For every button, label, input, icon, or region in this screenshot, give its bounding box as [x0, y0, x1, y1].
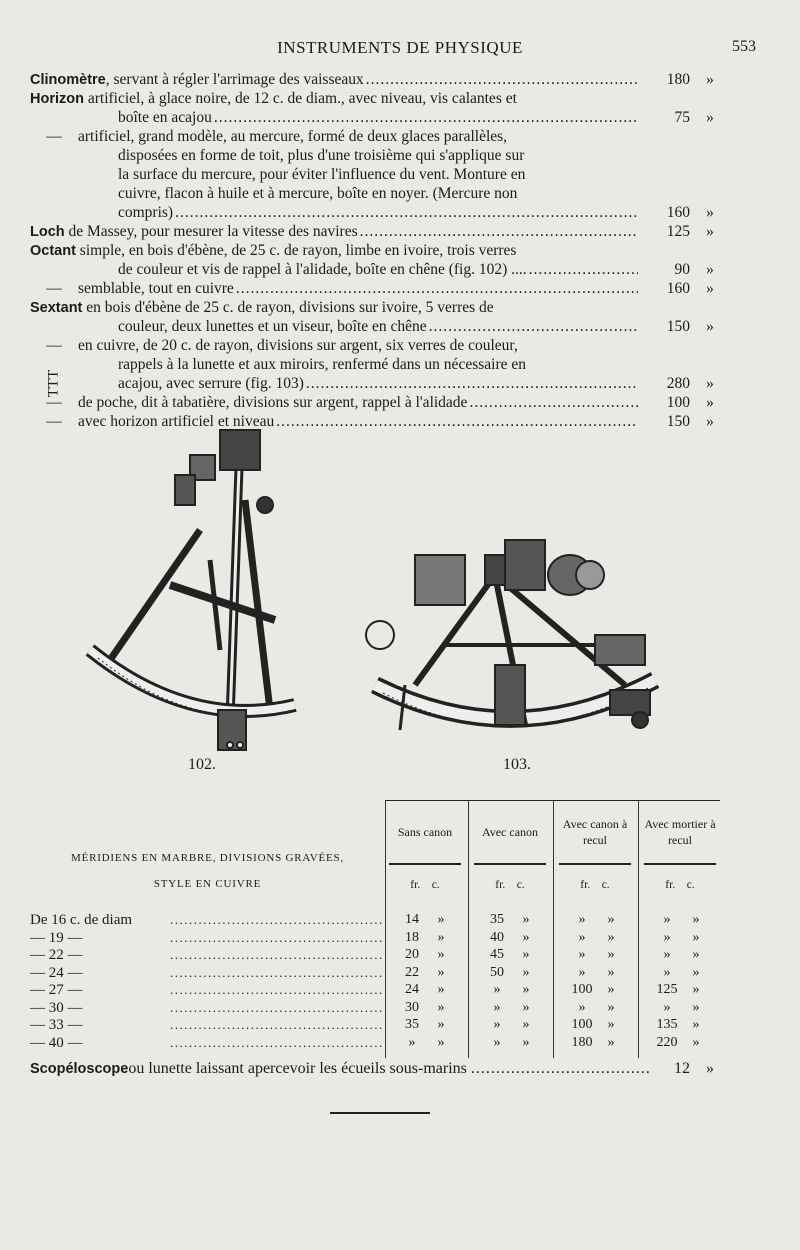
cell-francs: » — [663, 999, 671, 1015]
octant-engraving — [70, 420, 390, 760]
cell-centimes: » — [437, 964, 445, 980]
catalog-entry — [30, 393, 730, 412]
entry-price: 150 — [666, 413, 690, 430]
cell-centimes: » — [522, 947, 530, 962]
cell-francs: » — [663, 947, 671, 962]
table-row — [30, 982, 720, 1000]
cell-francs: 180 — [571, 1034, 593, 1050]
table-title-line1: MÉRIDIENS EN MARBRE, DIVISIONS GRAVÉES, — [70, 852, 344, 864]
sextant-engraving — [355, 515, 695, 845]
cell-francs: » — [578, 929, 586, 945]
entry-text: couleur, deux lunettes et un viseur, boîte en chêne — [118, 318, 427, 335]
entry-text: rappels à la lunette et aux miroirs, renfermé dans un nécessaire en — [118, 356, 526, 373]
entry-price: 160 — [666, 204, 690, 221]
cell-francs: » — [578, 912, 586, 927]
unit-centimes: c. — [686, 879, 695, 891]
cell-francs: 30 — [405, 999, 419, 1015]
row-size: — 33 — — [30, 1017, 83, 1033]
running-head — [0, 38, 800, 62]
entry-line — [30, 279, 730, 298]
end-rule — [330, 1112, 430, 1114]
cell-francs: » — [408, 1034, 416, 1050]
cell-centimes: » — [437, 999, 445, 1015]
cell-francs: » — [578, 964, 586, 980]
cell-francs: 24 — [405, 982, 419, 997]
cell-francs: 35 — [490, 912, 504, 927]
unit-francs: fr. — [665, 879, 676, 891]
table-body — [30, 912, 720, 1052]
row-size: — 27 — — [30, 982, 83, 998]
figure-103-caption: 103. — [503, 756, 531, 773]
row-size: — 24 — — [30, 964, 83, 981]
entry-line — [30, 374, 730, 393]
page-number: 553 — [732, 38, 756, 55]
catalog-entry — [30, 336, 730, 393]
cell-centimes: » — [607, 964, 615, 980]
entry-unit: » — [706, 223, 714, 240]
table-row — [30, 947, 720, 965]
entry-line — [30, 108, 730, 127]
entry-line — [30, 298, 730, 317]
cell-centimes: » — [607, 912, 615, 927]
final-text: ou lunette laissant apercevoir les écueils sous-marins — [128, 1060, 467, 1077]
entry-text: de couleur et vis de rappel à l'alidade, boîte en chêne (fig. 102) .... — [118, 261, 527, 278]
cell-francs: 135 — [656, 1017, 678, 1032]
entry-line — [30, 146, 730, 165]
row-size: — 40 — — [30, 1034, 83, 1051]
catalog-entry — [30, 127, 730, 222]
cell-centimes: » — [692, 929, 700, 945]
entry-price: 160 — [666, 280, 690, 297]
cell-francs: » — [578, 999, 586, 1015]
entry-line — [30, 89, 730, 108]
cell-francs: 20 — [405, 947, 419, 962]
entry-line — [30, 393, 730, 412]
ditto-dash: — — [46, 337, 62, 354]
entry-price: 150 — [666, 318, 690, 335]
catalog-entry — [30, 222, 730, 241]
cell-francs: 125 — [656, 982, 678, 997]
ditto-dash: — — [46, 280, 62, 297]
column-header: Sans canon — [397, 825, 453, 839]
cell-centimes: » — [437, 929, 445, 945]
entry-text: de Massey, pour mesurer la vitesse des navires — [64, 223, 358, 240]
final-entry — [30, 1060, 730, 1078]
unit-francs: fr. — [580, 879, 591, 891]
cell-francs: 220 — [656, 1034, 678, 1050]
unit-francs: fr. — [410, 879, 421, 891]
entry-text: semblable, tout en cuivre — [78, 280, 234, 297]
cell-centimes: » — [437, 912, 445, 927]
entry-unit: » — [706, 394, 714, 411]
cell-centimes: » — [437, 1034, 445, 1050]
table-row — [30, 912, 720, 930]
entry-unit: » — [706, 413, 714, 430]
cell-centimes: » — [522, 999, 530, 1015]
entry-line — [30, 203, 730, 222]
final-price: 12 — [674, 1060, 690, 1077]
entry-text: cuivre, flacon à huile et à mercure, boîte en noyer. (Mercure non — [118, 185, 518, 202]
unit-centimes: c. — [431, 879, 440, 891]
cell-centimes: » — [692, 947, 700, 962]
entry-line — [30, 127, 730, 146]
entry-unit: » — [706, 109, 714, 126]
column-header: Avec canon — [481, 825, 539, 839]
ditto-dash: — — [46, 413, 62, 430]
unit-centimes: c. — [601, 879, 610, 891]
entry-text: la surface du mercure, pour éviter l'influence du vent. Monture en — [118, 166, 526, 183]
entry-unit: » — [706, 280, 714, 297]
cell-francs: 100 — [571, 1017, 593, 1032]
cell-centimes: » — [607, 999, 615, 1015]
entry-text: artificiel, à glace noire, de 12 c. de diam., avec niveau, vis calantes et — [83, 90, 517, 107]
catalog-entry — [30, 298, 730, 336]
entry-unit: » — [706, 204, 714, 221]
entry-unit: » — [706, 375, 714, 392]
entry-unit: » — [706, 318, 714, 335]
row-size: — 30 — — [30, 999, 83, 1016]
entry-line — [30, 184, 730, 203]
table-row — [30, 1017, 720, 1035]
table-title — [30, 845, 385, 897]
entry-line — [30, 241, 730, 260]
cell-francs: » — [663, 912, 671, 927]
cell-francs: 22 — [405, 964, 419, 980]
unit-centimes: c. — [516, 879, 525, 891]
entry-line — [30, 336, 730, 355]
cell-centimes: » — [607, 929, 615, 945]
catalog-entry — [30, 70, 730, 89]
entry-head-word: Sextant — [30, 300, 83, 316]
cell-centimes: » — [522, 929, 530, 945]
entry-head-word: Octant — [30, 243, 76, 259]
cell-francs: » — [493, 982, 501, 997]
price-list — [30, 70, 730, 431]
cell-centimes: » — [692, 912, 700, 927]
margin-mark: TTT — [45, 369, 62, 398]
table-row — [30, 965, 720, 983]
catalog-entry — [30, 279, 730, 298]
entry-text: compris) — [118, 204, 174, 221]
cell-centimes: » — [692, 999, 700, 1015]
ditto-dash: — — [46, 128, 62, 145]
cell-centimes: » — [522, 982, 530, 997]
entry-text: de poche, dit à tabatière, divisions sur argent, rappel à l'alidade — [78, 394, 468, 411]
cell-centimes: » — [607, 1017, 615, 1032]
entry-head-word: Loch — [30, 224, 65, 240]
cell-centimes: » — [437, 947, 445, 962]
final-head-word: Scopéloscope — [30, 1061, 129, 1077]
entry-text: disposées en forme de toit, plus d'une troisième qui s'applique sur — [118, 147, 525, 164]
catalog-entry — [30, 241, 730, 279]
entry-unit: » — [706, 71, 714, 88]
row-size: De 16 c. de diam — [30, 912, 133, 928]
entry-line — [30, 260, 730, 279]
cell-centimes: » — [692, 1034, 700, 1050]
entry-text: en bois d'ébène de 25 c. de rayon, divisions sur ivoire, 5 verres de — [82, 299, 494, 316]
cell-francs: » — [578, 947, 586, 962]
cell-francs: 18 — [405, 929, 419, 945]
table-row — [30, 1000, 720, 1018]
cell-centimes: » — [692, 1017, 700, 1032]
cell-centimes: » — [607, 1034, 615, 1050]
cell-francs: » — [663, 929, 671, 945]
ditto-dash: — — [46, 394, 62, 411]
cell-francs: » — [493, 1017, 501, 1032]
entry-head-word: Clinomètre — [30, 72, 106, 88]
entry-price: 180 — [666, 71, 690, 88]
column-header: Avec mortier à recul — [644, 817, 716, 847]
entry-line — [30, 165, 730, 184]
entry-price: 75 — [674, 109, 690, 126]
cell-francs: 14 — [405, 912, 419, 927]
entry-price: 90 — [674, 261, 690, 278]
row-size: — 22 — — [30, 947, 83, 963]
table-title-line2: STYLE EN CUIVRE — [153, 878, 262, 890]
column-header: Avec canon à recul — [562, 817, 628, 847]
cell-centimes: » — [522, 1017, 530, 1032]
entry-text: artificiel, grand modèle, au mercure, formé de deux glaces parallèles, — [78, 128, 508, 145]
cell-francs: » — [493, 1034, 501, 1050]
entry-price: 125 — [666, 223, 690, 240]
table-row — [30, 1035, 720, 1053]
final-unit: » — [706, 1060, 714, 1077]
entry-head-word: Horizon — [30, 91, 84, 107]
table-row — [30, 930, 720, 948]
entry-unit: » — [706, 261, 714, 278]
catalog-entry — [30, 89, 730, 127]
entry-line — [30, 317, 730, 336]
entry-line — [30, 222, 730, 241]
cell-centimes: » — [437, 982, 445, 997]
page-title: INSTRUMENTS DE PHYSIQUE — [277, 38, 523, 57]
entry-text: avec horizon artificiel et niveau — [78, 413, 275, 430]
entry-line — [30, 70, 730, 89]
entry-text: simple, en bois d'ébène, de 25 c. de rayon, limbe en ivoire, trois verres — [75, 242, 517, 259]
cell-francs: 40 — [490, 929, 504, 945]
cell-centimes: » — [607, 982, 615, 997]
cell-francs: 35 — [405, 1017, 419, 1032]
entry-text: acajou, avec serrure (fig. 103) — [118, 375, 304, 392]
cell-francs: » — [493, 999, 501, 1015]
cell-francs: 100 — [571, 982, 593, 997]
cell-centimes: » — [437, 1017, 445, 1032]
cell-francs: 45 — [490, 947, 504, 962]
cell-francs: 50 — [490, 964, 504, 980]
cell-centimes: » — [607, 947, 615, 962]
figure-102-caption: 102. — [188, 756, 216, 773]
cell-centimes: » — [692, 964, 700, 980]
entry-text: en cuivre, de 20 c. de rayon, divisions sur argent, six verres de couleur, — [78, 337, 518, 354]
cell-centimes: » — [522, 1034, 530, 1050]
cell-centimes: » — [692, 982, 700, 997]
entry-text: , servant à régler l'arrimage des vaisseaux — [105, 71, 364, 88]
cell-centimes: » — [522, 912, 530, 927]
entry-price: 280 — [666, 375, 690, 392]
cell-francs: » — [663, 964, 671, 980]
row-size: — 19 — — [30, 929, 83, 946]
figures — [0, 420, 800, 790]
entry-line — [30, 355, 730, 374]
entry-price: 100 — [666, 394, 690, 411]
cell-centimes: » — [522, 964, 530, 980]
unit-francs: fr. — [495, 879, 506, 891]
entry-text: boîte en acajou — [118, 109, 212, 126]
